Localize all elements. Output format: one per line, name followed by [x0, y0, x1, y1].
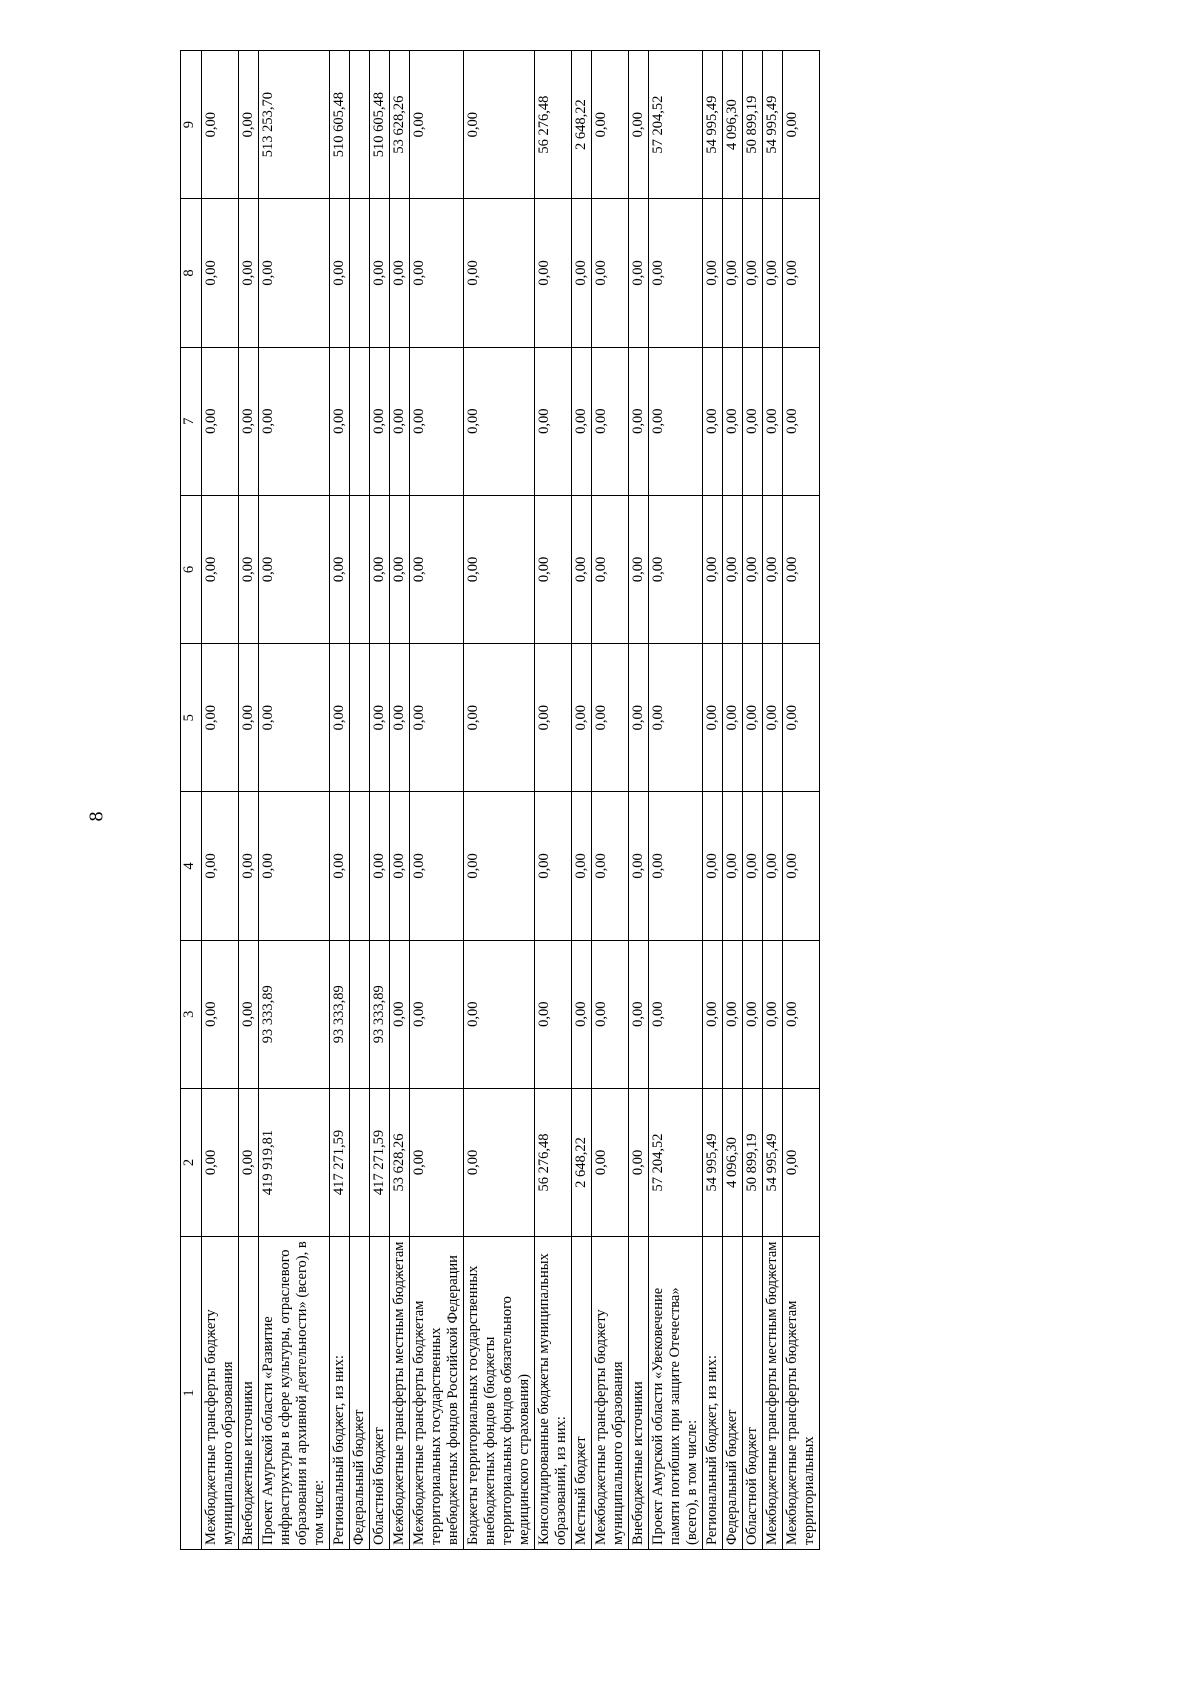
table-row — [783, 51, 820, 1550]
value-cell: 419 919,81 — [259, 1088, 330, 1236]
value-cell: 0,00 — [629, 1088, 649, 1236]
value-cell: 0,00 — [259, 347, 330, 495]
column-header-4: 4 — [181, 792, 202, 940]
value-cell — [350, 792, 370, 940]
value-cell: 57 204,52 — [649, 1088, 703, 1236]
budget-table — [180, 50, 820, 1550]
value-cell: 0,00 — [783, 51, 820, 199]
value-cell: 0,00 — [629, 792, 649, 940]
value-cell: 0,00 — [572, 792, 592, 940]
value-cell: 93 333,89 — [330, 940, 350, 1088]
value-cell: 0,00 — [410, 51, 464, 199]
value-cell: 0,00 — [390, 495, 410, 643]
value-cell — [350, 940, 370, 1088]
row-label: Межбюджетные трансферты бюджетам территориальных государственных внебюджетных фондов Российской Федерации — [410, 1237, 464, 1550]
value-cell: 0,00 — [410, 347, 464, 495]
value-cell: 0,00 — [743, 792, 763, 940]
value-cell: 510 605,48 — [370, 51, 390, 199]
row-label: Межбюджетные трансферты бюджету муниципального образования — [202, 1237, 239, 1550]
value-cell: 0,00 — [259, 644, 330, 792]
table-row — [330, 51, 350, 1550]
value-cell: 0,00 — [649, 644, 703, 792]
value-cell: 0,00 — [202, 347, 239, 495]
value-cell: 0,00 — [535, 199, 572, 347]
value-cell: 4 096,30 — [723, 51, 743, 199]
value-cell: 510 605,48 — [330, 51, 350, 199]
value-cell: 0,00 — [743, 495, 763, 643]
value-cell: 0,00 — [535, 940, 572, 1088]
value-cell: 54 995,49 — [703, 1088, 723, 1236]
value-cell: 0,00 — [629, 347, 649, 495]
row-label: Межбюджетные трансферты местным бюджетам — [763, 1237, 783, 1550]
value-cell: 0,00 — [723, 644, 743, 792]
value-cell: 0,00 — [572, 940, 592, 1088]
value-cell: 417 271,59 — [330, 1088, 350, 1236]
column-header-6: 6 — [181, 495, 202, 643]
table-row — [572, 51, 592, 1550]
value-cell: 0,00 — [410, 644, 464, 792]
value-cell: 417 271,59 — [370, 1088, 390, 1236]
value-cell: 0,00 — [723, 199, 743, 347]
value-cell: 0,00 — [239, 1088, 259, 1236]
value-cell: 0,00 — [783, 1088, 820, 1236]
value-cell: 0,00 — [592, 199, 629, 347]
value-cell: 0,00 — [464, 347, 535, 495]
value-cell: 0,00 — [464, 792, 535, 940]
value-cell: 0,00 — [763, 792, 783, 940]
value-cell: 0,00 — [629, 51, 649, 199]
value-cell: 0,00 — [572, 347, 592, 495]
value-cell: 0,00 — [783, 199, 820, 347]
value-cell: 53 628,26 — [390, 51, 410, 199]
value-cell: 0,00 — [330, 495, 350, 643]
value-cell: 0,00 — [464, 940, 535, 1088]
row-label: Региональный бюджет, из них: — [703, 1237, 723, 1550]
value-cell: 0,00 — [649, 792, 703, 940]
value-cell: 2 648,22 — [572, 51, 592, 199]
row-label: Федеральный бюджет — [723, 1237, 743, 1550]
value-cell — [350, 495, 370, 643]
value-cell — [350, 347, 370, 495]
value-cell: 54 995,49 — [763, 1088, 783, 1236]
value-cell: 0,00 — [259, 199, 330, 347]
value-cell: 0,00 — [239, 347, 259, 495]
value-cell: 0,00 — [783, 495, 820, 643]
value-cell: 0,00 — [703, 495, 723, 643]
value-cell: 0,00 — [202, 792, 239, 940]
value-cell — [350, 644, 370, 792]
value-cell: 0,00 — [763, 347, 783, 495]
value-cell: 0,00 — [535, 347, 572, 495]
value-cell: 93 333,89 — [259, 940, 330, 1088]
table-header-row — [181, 51, 202, 1550]
row-label: Внебюджетные источники — [629, 1237, 649, 1550]
value-cell: 0,00 — [259, 792, 330, 940]
value-cell: 53 628,26 — [390, 1088, 410, 1236]
value-cell: 0,00 — [723, 792, 743, 940]
table-row — [629, 51, 649, 1550]
table-row — [763, 51, 783, 1550]
column-header-9: 9 — [181, 51, 202, 199]
value-cell: 0,00 — [464, 495, 535, 643]
column-header-2: 2 — [181, 1088, 202, 1236]
value-cell: 0,00 — [592, 1088, 629, 1236]
value-cell: 0,00 — [629, 644, 649, 792]
value-cell: 0,00 — [330, 792, 350, 940]
value-cell — [350, 199, 370, 347]
value-cell: 0,00 — [259, 495, 330, 643]
table-row — [743, 51, 763, 1550]
value-cell: 0,00 — [572, 644, 592, 792]
value-cell: 0,00 — [592, 792, 629, 940]
value-cell: 0,00 — [572, 199, 592, 347]
value-cell: 0,00 — [202, 1088, 239, 1236]
value-cell: 0,00 — [410, 495, 464, 643]
row-label: Внебюджетные источники — [239, 1237, 259, 1550]
table-row — [370, 51, 390, 1550]
value-cell: 0,00 — [743, 940, 763, 1088]
value-cell: 0,00 — [592, 495, 629, 643]
row-label: Проект Амурской области «Развитие инфраструктуры в сфере культуры, отраслевого образования и архивной деятельности» (всего), в том числе: — [259, 1237, 330, 1550]
value-cell: 0,00 — [464, 644, 535, 792]
table-row — [239, 51, 259, 1550]
value-cell: 0,00 — [703, 347, 723, 495]
value-cell: 0,00 — [592, 644, 629, 792]
table-row — [535, 51, 572, 1550]
table-row — [350, 51, 370, 1550]
value-cell: 0,00 — [330, 199, 350, 347]
value-cell: 0,00 — [649, 495, 703, 643]
column-header-7: 7 — [181, 347, 202, 495]
value-cell: 50 899,19 — [743, 51, 763, 199]
value-cell: 0,00 — [783, 644, 820, 792]
row-label: Бюджеты территориальных государственных внебюджетных фондов (бюджеты территориальных фондов обязательного медицинского страхования) — [464, 1237, 535, 1550]
table-row — [410, 51, 464, 1550]
value-cell: 513 253,70 — [259, 51, 330, 199]
column-header-3: 3 — [181, 940, 202, 1088]
value-cell: 0,00 — [592, 347, 629, 495]
row-label: Местный бюджет — [572, 1237, 592, 1550]
page-number: 8 — [85, 811, 108, 822]
value-cell: 0,00 — [535, 792, 572, 940]
value-cell: 0,00 — [202, 199, 239, 347]
value-cell: 93 333,89 — [370, 940, 390, 1088]
table-row — [723, 51, 743, 1550]
row-label: Проект Амурской области «Увековечение памяти погибших при защите Отечества» (всего), в том числе: — [649, 1237, 703, 1550]
value-cell: 4 096,30 — [723, 1088, 743, 1236]
value-cell: 0,00 — [743, 199, 763, 347]
value-cell: 0,00 — [535, 495, 572, 643]
value-cell — [350, 51, 370, 199]
value-cell: 0,00 — [239, 940, 259, 1088]
value-cell: 0,00 — [390, 792, 410, 940]
value-cell: 0,00 — [703, 199, 723, 347]
value-cell: 0,00 — [723, 495, 743, 643]
row-label: Межбюджетные трансферты бюджетам территориальных — [783, 1237, 820, 1550]
row-label: Консолидированные бюджеты муниципальных образований, из них: — [535, 1237, 572, 1550]
value-cell: 0,00 — [390, 940, 410, 1088]
value-cell: 0,00 — [703, 644, 723, 792]
value-cell: 0,00 — [390, 644, 410, 792]
table-row — [592, 51, 629, 1550]
value-cell: 0,00 — [202, 495, 239, 643]
value-cell: 0,00 — [239, 792, 259, 940]
value-cell: 0,00 — [763, 644, 783, 792]
value-cell: 0,00 — [370, 644, 390, 792]
value-cell: 0,00 — [743, 347, 763, 495]
value-cell: 0,00 — [783, 347, 820, 495]
value-cell: 0,00 — [629, 199, 649, 347]
value-cell: 57 204,52 — [649, 51, 703, 199]
value-cell: 0,00 — [202, 940, 239, 1088]
value-cell: 0,00 — [743, 644, 763, 792]
value-cell: 0,00 — [410, 199, 464, 347]
row-label: Межбюджетные трансферты местным бюджетам — [390, 1237, 410, 1550]
value-cell: 0,00 — [464, 1088, 535, 1236]
value-cell: 0,00 — [464, 51, 535, 199]
value-cell: 0,00 — [202, 51, 239, 199]
value-cell — [350, 1088, 370, 1236]
row-label: Областной бюджет — [370, 1237, 390, 1550]
value-cell: 0,00 — [572, 495, 592, 643]
value-cell: 0,00 — [783, 940, 820, 1088]
value-cell: 2 648,22 — [572, 1088, 592, 1236]
value-cell: 0,00 — [629, 940, 649, 1088]
table-row — [202, 51, 239, 1550]
value-cell: 0,00 — [239, 495, 259, 643]
value-cell: 0,00 — [629, 495, 649, 643]
table-row — [259, 51, 330, 1550]
budget-table-container — [180, 50, 1180, 1550]
table-row — [464, 51, 535, 1550]
value-cell: 0,00 — [239, 644, 259, 792]
value-cell: 0,00 — [649, 199, 703, 347]
value-cell: 56 276,48 — [535, 51, 572, 199]
row-label: Федеральный бюджет — [350, 1237, 370, 1550]
value-cell: 0,00 — [410, 1088, 464, 1236]
table-row — [390, 51, 410, 1550]
value-cell: 0,00 — [592, 51, 629, 199]
value-cell: 54 995,49 — [703, 51, 723, 199]
column-header-1: 1 — [181, 1237, 202, 1550]
row-label: Региональный бюджет, из них: — [330, 1237, 350, 1550]
value-cell: 0,00 — [390, 199, 410, 347]
value-cell: 0,00 — [390, 347, 410, 495]
value-cell: 0,00 — [723, 940, 743, 1088]
value-cell: 0,00 — [370, 495, 390, 643]
value-cell: 0,00 — [370, 347, 390, 495]
value-cell: 0,00 — [464, 199, 535, 347]
value-cell: 56 276,48 — [535, 1088, 572, 1236]
value-cell: 0,00 — [410, 792, 464, 940]
value-cell: 0,00 — [239, 51, 259, 199]
row-label: Межбюджетные трансферты бюджету муниципального образования — [592, 1237, 629, 1550]
value-cell: 0,00 — [370, 792, 390, 940]
column-header-8: 8 — [181, 199, 202, 347]
value-cell: 0,00 — [649, 347, 703, 495]
value-cell: 0,00 — [763, 940, 783, 1088]
column-header-5: 5 — [181, 644, 202, 792]
value-cell: 0,00 — [703, 940, 723, 1088]
value-cell: 0,00 — [763, 495, 783, 643]
value-cell: 0,00 — [330, 644, 350, 792]
value-cell: 0,00 — [592, 940, 629, 1088]
value-cell: 0,00 — [410, 940, 464, 1088]
value-cell: 0,00 — [703, 792, 723, 940]
value-cell: 0,00 — [370, 199, 390, 347]
value-cell: 54 995,49 — [763, 51, 783, 199]
value-cell: 0,00 — [535, 644, 572, 792]
table-row — [703, 51, 723, 1550]
table-body — [202, 51, 820, 1550]
row-label: Областной бюджет — [743, 1237, 763, 1550]
value-cell: 0,00 — [783, 792, 820, 940]
value-cell: 50 899,19 — [743, 1088, 763, 1236]
table-row — [649, 51, 703, 1550]
value-cell: 0,00 — [202, 644, 239, 792]
value-cell: 0,00 — [239, 199, 259, 347]
value-cell: 0,00 — [330, 347, 350, 495]
value-cell: 0,00 — [649, 940, 703, 1088]
value-cell: 0,00 — [723, 347, 743, 495]
value-cell: 0,00 — [763, 199, 783, 347]
